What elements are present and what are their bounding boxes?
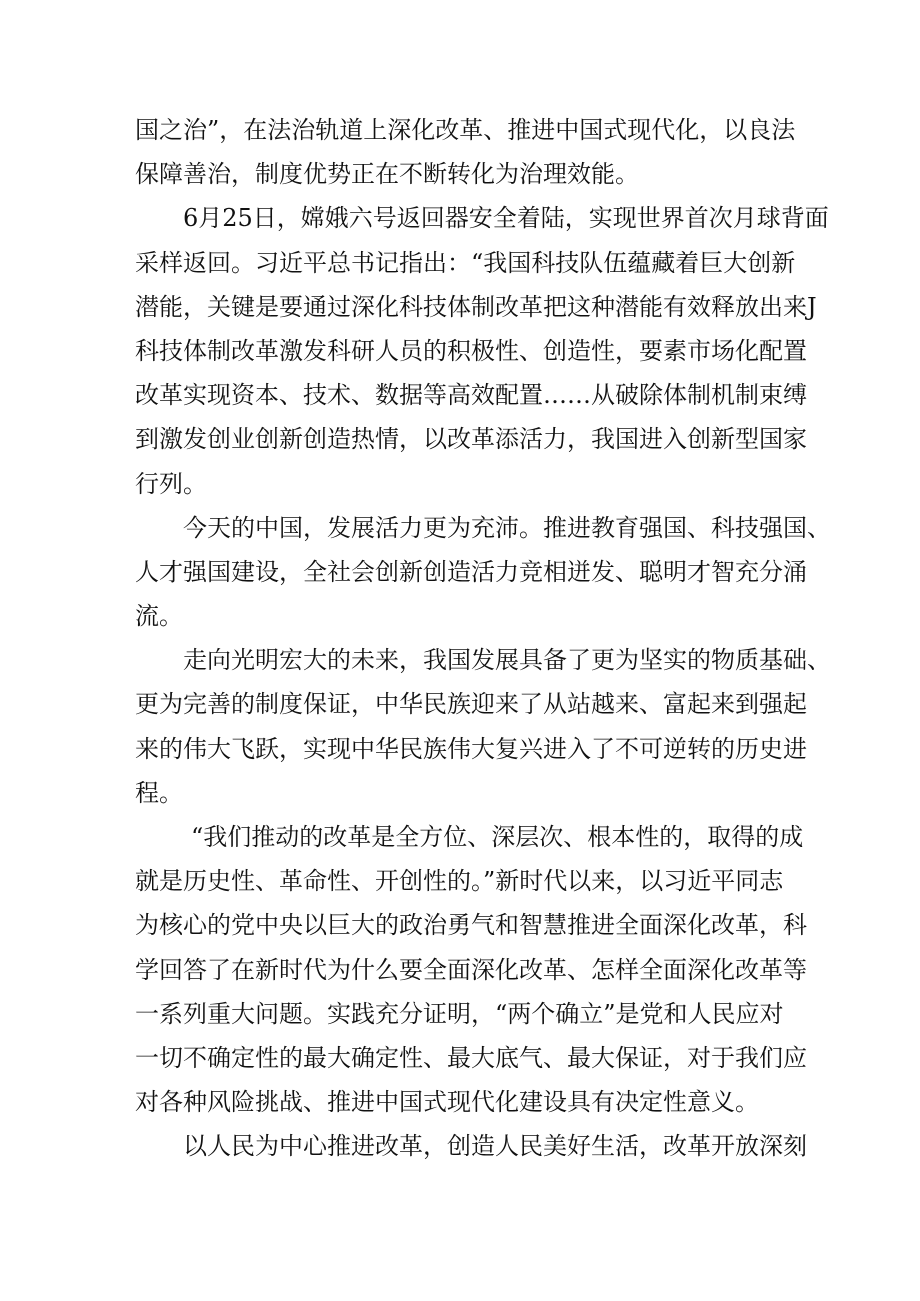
text-line: 行列。 bbox=[135, 469, 207, 498]
text-line: 就是历史性、革命性、开创性的。”新时代以来，以习近平同志 bbox=[135, 867, 784, 896]
text-line: 到激发创业创新创造热情，以改革添活力，我国进入创新型国家 bbox=[135, 425, 807, 454]
text-line: 一切不确定性的最大确定性、最大底气、最大保证，对于我们应 bbox=[135, 1043, 807, 1072]
text-line: 科技体制改革激发科研人员的积极性、创造性，要素市场化配置 bbox=[135, 336, 807, 365]
text-line: 程。 bbox=[135, 778, 183, 807]
text-line: 一系列重大问题。实践充分证明，“两个确立”是党和人民应对 bbox=[135, 999, 784, 1028]
text-line: 以人民为中心推进改革，创造人民美好生活，改革开放深刻 bbox=[183, 1132, 807, 1161]
text-line: 走向光明宏大的未来，我国发展具备了更为坚实的物质基础、 bbox=[183, 646, 831, 675]
text-line: 保障善治，制度优势正在不断转化为治理效能。 bbox=[135, 160, 639, 189]
paragraph bbox=[135, 815, 807, 1124]
text-line: 人才强国建设，全社会创新创造活力竞相迸发、聪明才智充分涌 bbox=[135, 557, 807, 586]
text-line: 潜能，关键是要通过深化科技体制改革把这种潜能有效释放出来J bbox=[135, 292, 817, 321]
article-body bbox=[135, 108, 831, 1169]
text-line: 流。 bbox=[135, 602, 183, 631]
paragraph bbox=[135, 108, 797, 196]
text-line: 6月25日，嫦娥六号返回器安全着陆，实现世界首次月球背面 bbox=[183, 204, 829, 233]
text-line: 改革实现资本、技术、数据等高效配置……从破除体制机制束缚 bbox=[135, 381, 807, 410]
text-line: 国之治”，在法治轨道上深化改革、推进中国式现代化，以良法 bbox=[135, 116, 796, 144]
text-line: 采样返回。习近平总书记指出：“我国科技队伍蕴藏着巨大创新 bbox=[135, 248, 796, 277]
text-line: 更为完善的制度保证，中华民族迎来了从站越来、富起来到强起 bbox=[135, 690, 807, 719]
text-line: “我们推动的改革是全方位、深层次、根本性的，取得的成 bbox=[191, 823, 804, 851]
text-line: 学回答了在新时代为什么要全面深化改革、怎样全面深化改革等 bbox=[135, 955, 807, 984]
text-line: 为核心的党中央以巨大的政治勇气和智慧推进全面深化改革，科 bbox=[135, 911, 807, 940]
text-line: 今天的中国，发展活力更为充沛。推进教育强国、科技强国、 bbox=[183, 513, 831, 542]
paragraph bbox=[135, 1124, 807, 1168]
paragraph bbox=[135, 638, 831, 815]
text-line: 来的伟大飞跃，实现中华民族伟大复兴进入了不可逆转的历史进 bbox=[135, 734, 807, 763]
paragraph bbox=[135, 196, 829, 505]
paragraph bbox=[135, 506, 831, 639]
text-line: 对各种风险挑战、推进中国式现代化建设具有决定性意义。 bbox=[135, 1088, 759, 1117]
